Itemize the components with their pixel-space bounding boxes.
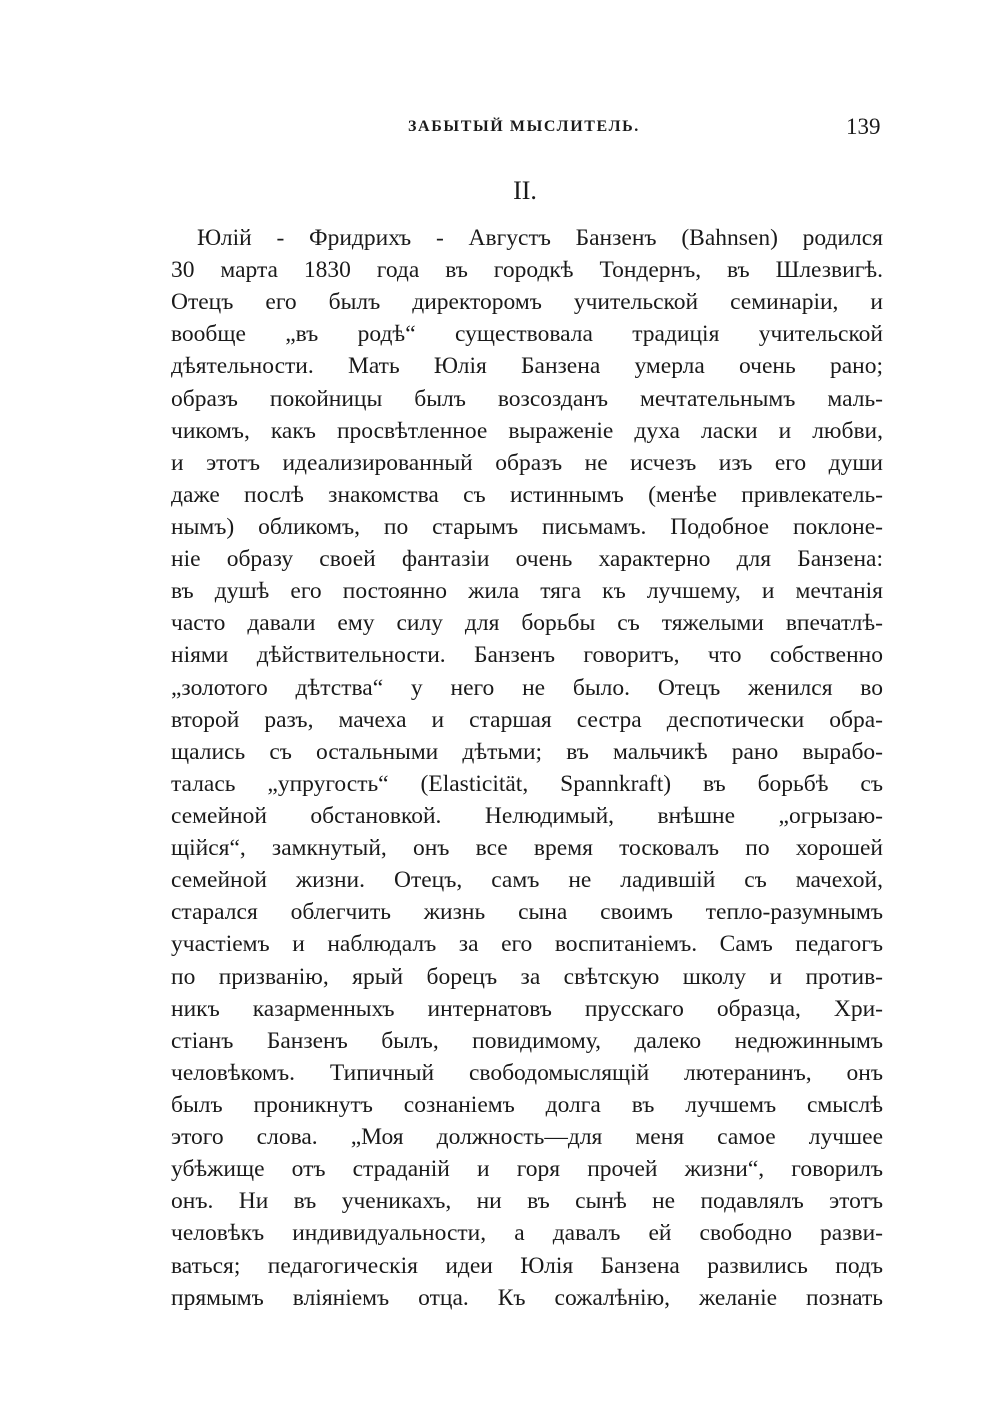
text-line: убѣжище отъ страданій и горя прочей жизни“, говорилъ <box>171 1156 883 1183</box>
text-line: никъ казарменныхъ интернатовъ прусскаго образца, Хри- <box>171 995 883 1022</box>
text-line: человѣкъ индивидуальности, а давалъ ей свободно разви- <box>171 1220 883 1247</box>
text-line: нымъ) обликомъ, по старымъ письмамъ. Подобное поклоне- <box>171 513 883 540</box>
text-line: ніями дѣйствительности. Банзенъ говоритъ, что собственно <box>171 642 883 669</box>
text-line: вообще „въ родѣ“ существовала традиція учительской <box>171 321 883 348</box>
running-head <box>0 112 1000 142</box>
body-paragraph <box>171 222 883 1314</box>
text-line: даже послѣ знакомства съ истиннымъ (менѣе привлекатель- <box>171 481 883 508</box>
text-line: щійся“, замкнутый, онъ все время тосковалъ по хорошей <box>171 835 883 862</box>
text-line: щались съ остальными дѣтьми; въ мальчикѣ рано вырабо- <box>171 738 883 765</box>
text-line: по призванію, ярый борецъ за свѣтскую школу и против- <box>171 963 883 990</box>
text-line: онъ. Ни въ ученикахъ, ни въ сынѣ не подавлялъ этотъ <box>171 1188 883 1215</box>
text-line: человѣкомъ. Типичный свободомыслящій лютеранинъ, онъ <box>171 1059 883 1086</box>
text-line: прямымъ вліяніемъ отца. Къ сожалѣнію, желаніе познать <box>171 1284 883 1311</box>
text-line: чикомъ, какъ просвѣтленное выраженіе духа ласки и любви, <box>171 417 883 444</box>
text-line: и этотъ идеализированный образъ не исчезъ изъ его души <box>171 449 883 476</box>
text-line: дѣятельности. Мать Юлія Банзена умерла очень рано; <box>171 353 883 380</box>
text-line: семейной жизни. Отецъ, самъ не ладившій съ мачехой, <box>171 867 883 894</box>
text-line: Отецъ его былъ директоромъ учительской семинаріи, и <box>171 289 883 316</box>
text-line: семейной обстановкой. Нелюдимый, внѣшне „огрызаю- <box>171 802 883 829</box>
text-line: этого слова. „Моя должность—для меня самое лучшее <box>171 1124 883 1151</box>
text-line: „золотого дѣтства“ у него не было. Отецъ женился во <box>171 674 883 701</box>
text-line: въ душѣ его постоянно жила тяга къ лучшему, и мечтанія <box>171 578 883 605</box>
page-number: 139 <box>846 114 881 139</box>
text-line: 30 марта 1830 года въ городкѣ Тондернъ, въ Шлезвигѣ. <box>171 257 883 284</box>
text-line: ніе образу своей фантазіи очень характерно для Банзена: <box>171 546 883 573</box>
text-line: талась „упругость“ (Elasticität, Spannkraft) въ борьбѣ съ <box>171 770 883 797</box>
text-line: второй разъ, мачеха и старшая сестра деспотически обра- <box>171 706 883 733</box>
section-heading: II. <box>513 176 537 205</box>
text-line: старался облегчить жизнь сына своимъ тепло-разумнымъ <box>171 899 883 926</box>
text-line: Юлій - Фридрихъ - Августъ Банзенъ (Bahnsen) родился <box>197 225 883 251</box>
text-line: былъ проникнутъ сознаніемъ долга въ лучшемъ смыслѣ <box>171 1091 883 1118</box>
text-line: часто давали ему силу для борьбы съ тяжелыми впечатлѣ- <box>171 610 883 637</box>
running-title: ЗАБЫТЫЙ МЫСЛИТЕЛЬ. <box>408 118 640 135</box>
text-line: стіанъ Банзенъ былъ, повидимому, далеко недюжиннымъ <box>171 1027 883 1054</box>
text-line: участіемъ и наблюдалъ за его воспитаніемъ. Самъ педагогъ <box>171 931 883 958</box>
text-line: образъ покойницы былъ возсозданъ мечтательнымъ маль- <box>171 385 883 412</box>
text-line: ваться; педагогическія идеи Юлія Банзена развились подъ <box>171 1252 883 1279</box>
